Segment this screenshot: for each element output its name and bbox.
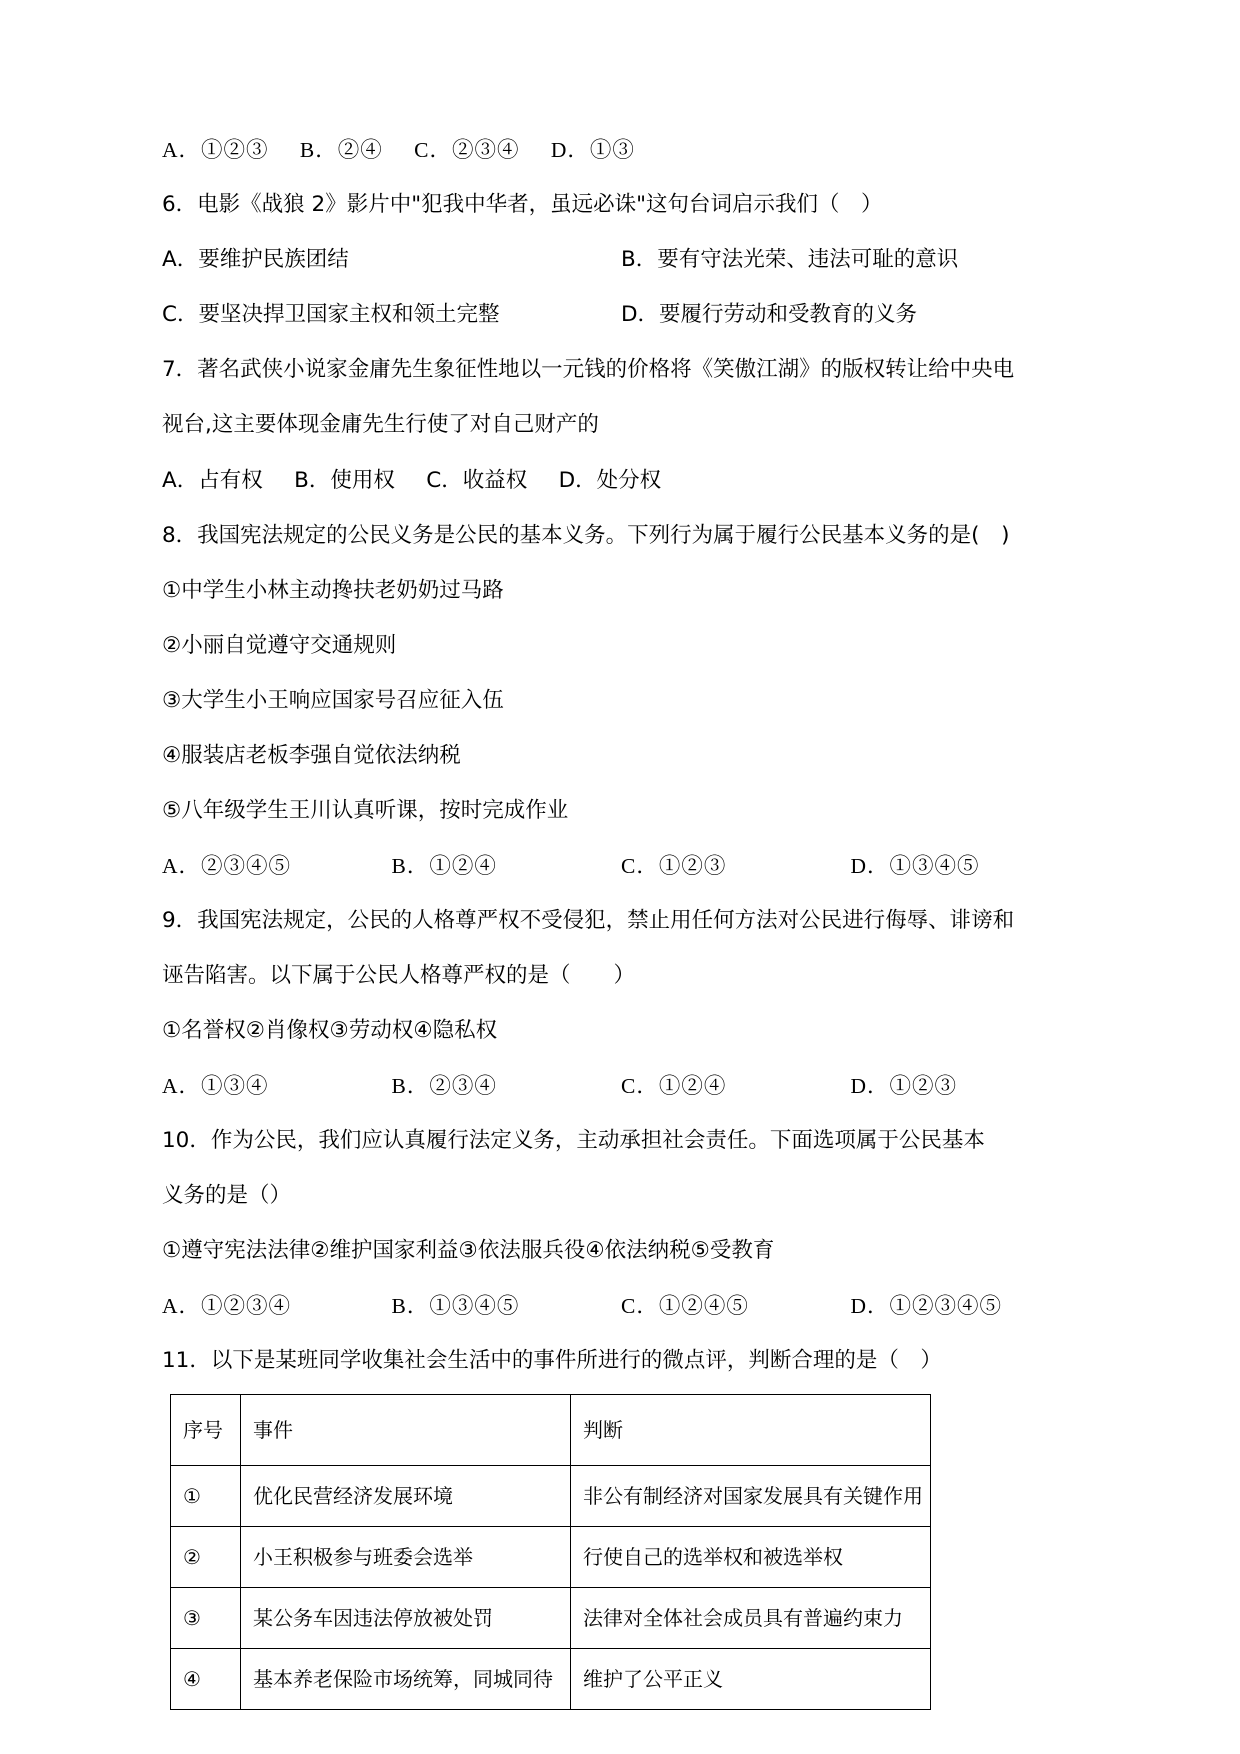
table-cell-event: 小王积极参与班委会选举 xyxy=(241,1527,571,1588)
page-content xyxy=(162,128,1080,1710)
q11-table xyxy=(170,1394,931,1710)
q5-options-row xyxy=(162,128,1080,172)
q7-options-row xyxy=(162,458,1080,503)
q6-options-row-1 xyxy=(162,238,1080,282)
table-cell-no: ④ xyxy=(171,1649,241,1710)
table-row xyxy=(171,1527,931,1588)
q9-option-b[interactable]: B．②③④ xyxy=(391,1074,497,1098)
q8-item-1: ①中学生小林主动搀扶老奶奶过马路 xyxy=(162,578,504,603)
table-header-judgment: 判断 xyxy=(571,1395,931,1466)
table-row xyxy=(171,1649,931,1710)
q9-options-row xyxy=(162,1064,1080,1108)
q8-option-c[interactable]: C．①②③ xyxy=(621,854,727,878)
table-row xyxy=(171,1466,931,1527)
q5-option-d[interactable]: D．①③ xyxy=(550,138,635,162)
q6-option-b[interactable]: B．要有守法光荣、违法可耻的意识 xyxy=(621,247,959,272)
q8-options-row xyxy=(162,844,1080,888)
q8-item-3: ③大学生小王响应国家号召应征入伍 xyxy=(162,688,504,713)
q10-item-list: ①遵守宪法法律②维护国家利益③依法服兵役④依法纳税⑤受教育 xyxy=(162,1238,775,1263)
q9-option-c[interactable]: C．①②④ xyxy=(621,1074,727,1098)
table-cell-no: ① xyxy=(171,1466,241,1527)
table-cell-event: 优化民营经济发展环境 xyxy=(241,1466,571,1527)
table-row xyxy=(171,1588,931,1649)
table-cell-judgment: 行使自己的选举权和被选举权 xyxy=(571,1527,931,1588)
q10-options-row xyxy=(162,1284,1080,1328)
table-header-row xyxy=(171,1395,931,1466)
q7-option-d[interactable]: D．处分权 xyxy=(558,468,662,493)
q6-options-row-2 xyxy=(162,293,1080,337)
q5-option-c[interactable]: C．②③④ xyxy=(414,138,520,162)
q6-option-d[interactable]: D．要履行劳动和受教育的义务 xyxy=(621,302,918,327)
q8-item-2: ②小丽自觉遵守交通规则 xyxy=(162,633,397,658)
q8-stem: 8．我国宪法规定的公民义务是公民的基本义务。下列行为属于履行公民基本义务的是( ) xyxy=(162,523,1010,548)
q5-option-a[interactable]: А．①②③ xyxy=(162,138,269,162)
q8-item-5: ⑤八年级学生王川认真听课，按时完成作业 xyxy=(162,798,569,823)
q5-option-b[interactable]: B．②④ xyxy=(299,138,383,162)
q11-stem: 11．以下是某班同学收集社会生活中的事件所进行的微点评，判断合理的是（ ） xyxy=(162,1348,942,1373)
q9-stem-line-1: 9．我国宪法规定，公民的人格尊严权不受侵犯，禁止用任何方法对公民进行侮辱、诽谤和 xyxy=(162,908,1015,933)
q7-option-a[interactable]: А．占有权 xyxy=(162,468,263,493)
q7-option-b[interactable]: B．使用权 xyxy=(294,468,395,493)
q10-option-b[interactable]: B．①③④⑤ xyxy=(391,1294,520,1318)
q10-option-a[interactable]: А．①②③④ xyxy=(162,1294,292,1318)
q7-option-c[interactable]: C．收益权 xyxy=(426,468,528,493)
q7-stem-line-2: 视台,这主要体现金庸先生行使了对自己财产的 xyxy=(162,412,599,437)
table-cell-judgment: 法律对全体社会成员具有普遍约束力 xyxy=(571,1588,931,1649)
table-header-no: 序号 xyxy=(171,1395,241,1466)
table-cell-no: ③ xyxy=(171,1588,241,1649)
q10-stem-line-1: 10．作为公民，我们应认真履行法定义务，主动承担社会责任。下面选项属于公民基本 xyxy=(162,1128,985,1153)
q8-option-a[interactable]: А．②③④⑤ xyxy=(162,854,292,878)
q9-option-a[interactable]: А．①③④ xyxy=(162,1074,269,1098)
q9-stem-line-2: 诬告陷害。以下属于公民人格尊严权的是（ ） xyxy=(162,963,636,988)
table-cell-judgment: 非公有制经济对国家发展具有关键作用 xyxy=(571,1466,931,1527)
table-cell-event: 基本养老保险市场统筹，同城同待 xyxy=(241,1649,571,1710)
q10-stem-line-2: 义务的是（） xyxy=(162,1183,292,1208)
table-header-event: 事件 xyxy=(241,1395,571,1466)
q6-option-c[interactable]: C．要坚决捍卫国家主权和领土完整 xyxy=(162,302,500,327)
q8-option-b[interactable]: B．①②④ xyxy=(391,854,497,878)
q8-item-4: ④服装店老板李强自觉依法纳税 xyxy=(162,743,461,768)
q6-option-a[interactable]: А．要维护民族团结 xyxy=(162,247,349,272)
table-cell-judgment: 维护了公平正义 xyxy=(571,1649,931,1710)
q9-item-list: ①名誉权②肖像权③劳动权④隐私权 xyxy=(162,1018,498,1043)
q10-option-d[interactable]: D．①②③④⑤ xyxy=(850,1294,1003,1318)
q7-stem-line-1: 7．著名武侠小说家金庸先生象征性地以一元钱的价格将《笑傲江湖》的版权转让给中央电 xyxy=(162,357,1015,382)
q8-option-d[interactable]: D．①③④⑤ xyxy=(850,854,980,878)
q6-stem: 6．电影《战狼 2》影片中"犯我中华者，虽远必诛"这句台词启示我们（ ） xyxy=(162,192,883,217)
q10-option-c[interactable]: C．①②④⑤ xyxy=(621,1294,749,1318)
table-cell-event: 某公务车因违法停放被处罚 xyxy=(241,1588,571,1649)
q9-option-d[interactable]: D．①②③ xyxy=(850,1074,958,1098)
table-cell-no: ② xyxy=(171,1527,241,1588)
